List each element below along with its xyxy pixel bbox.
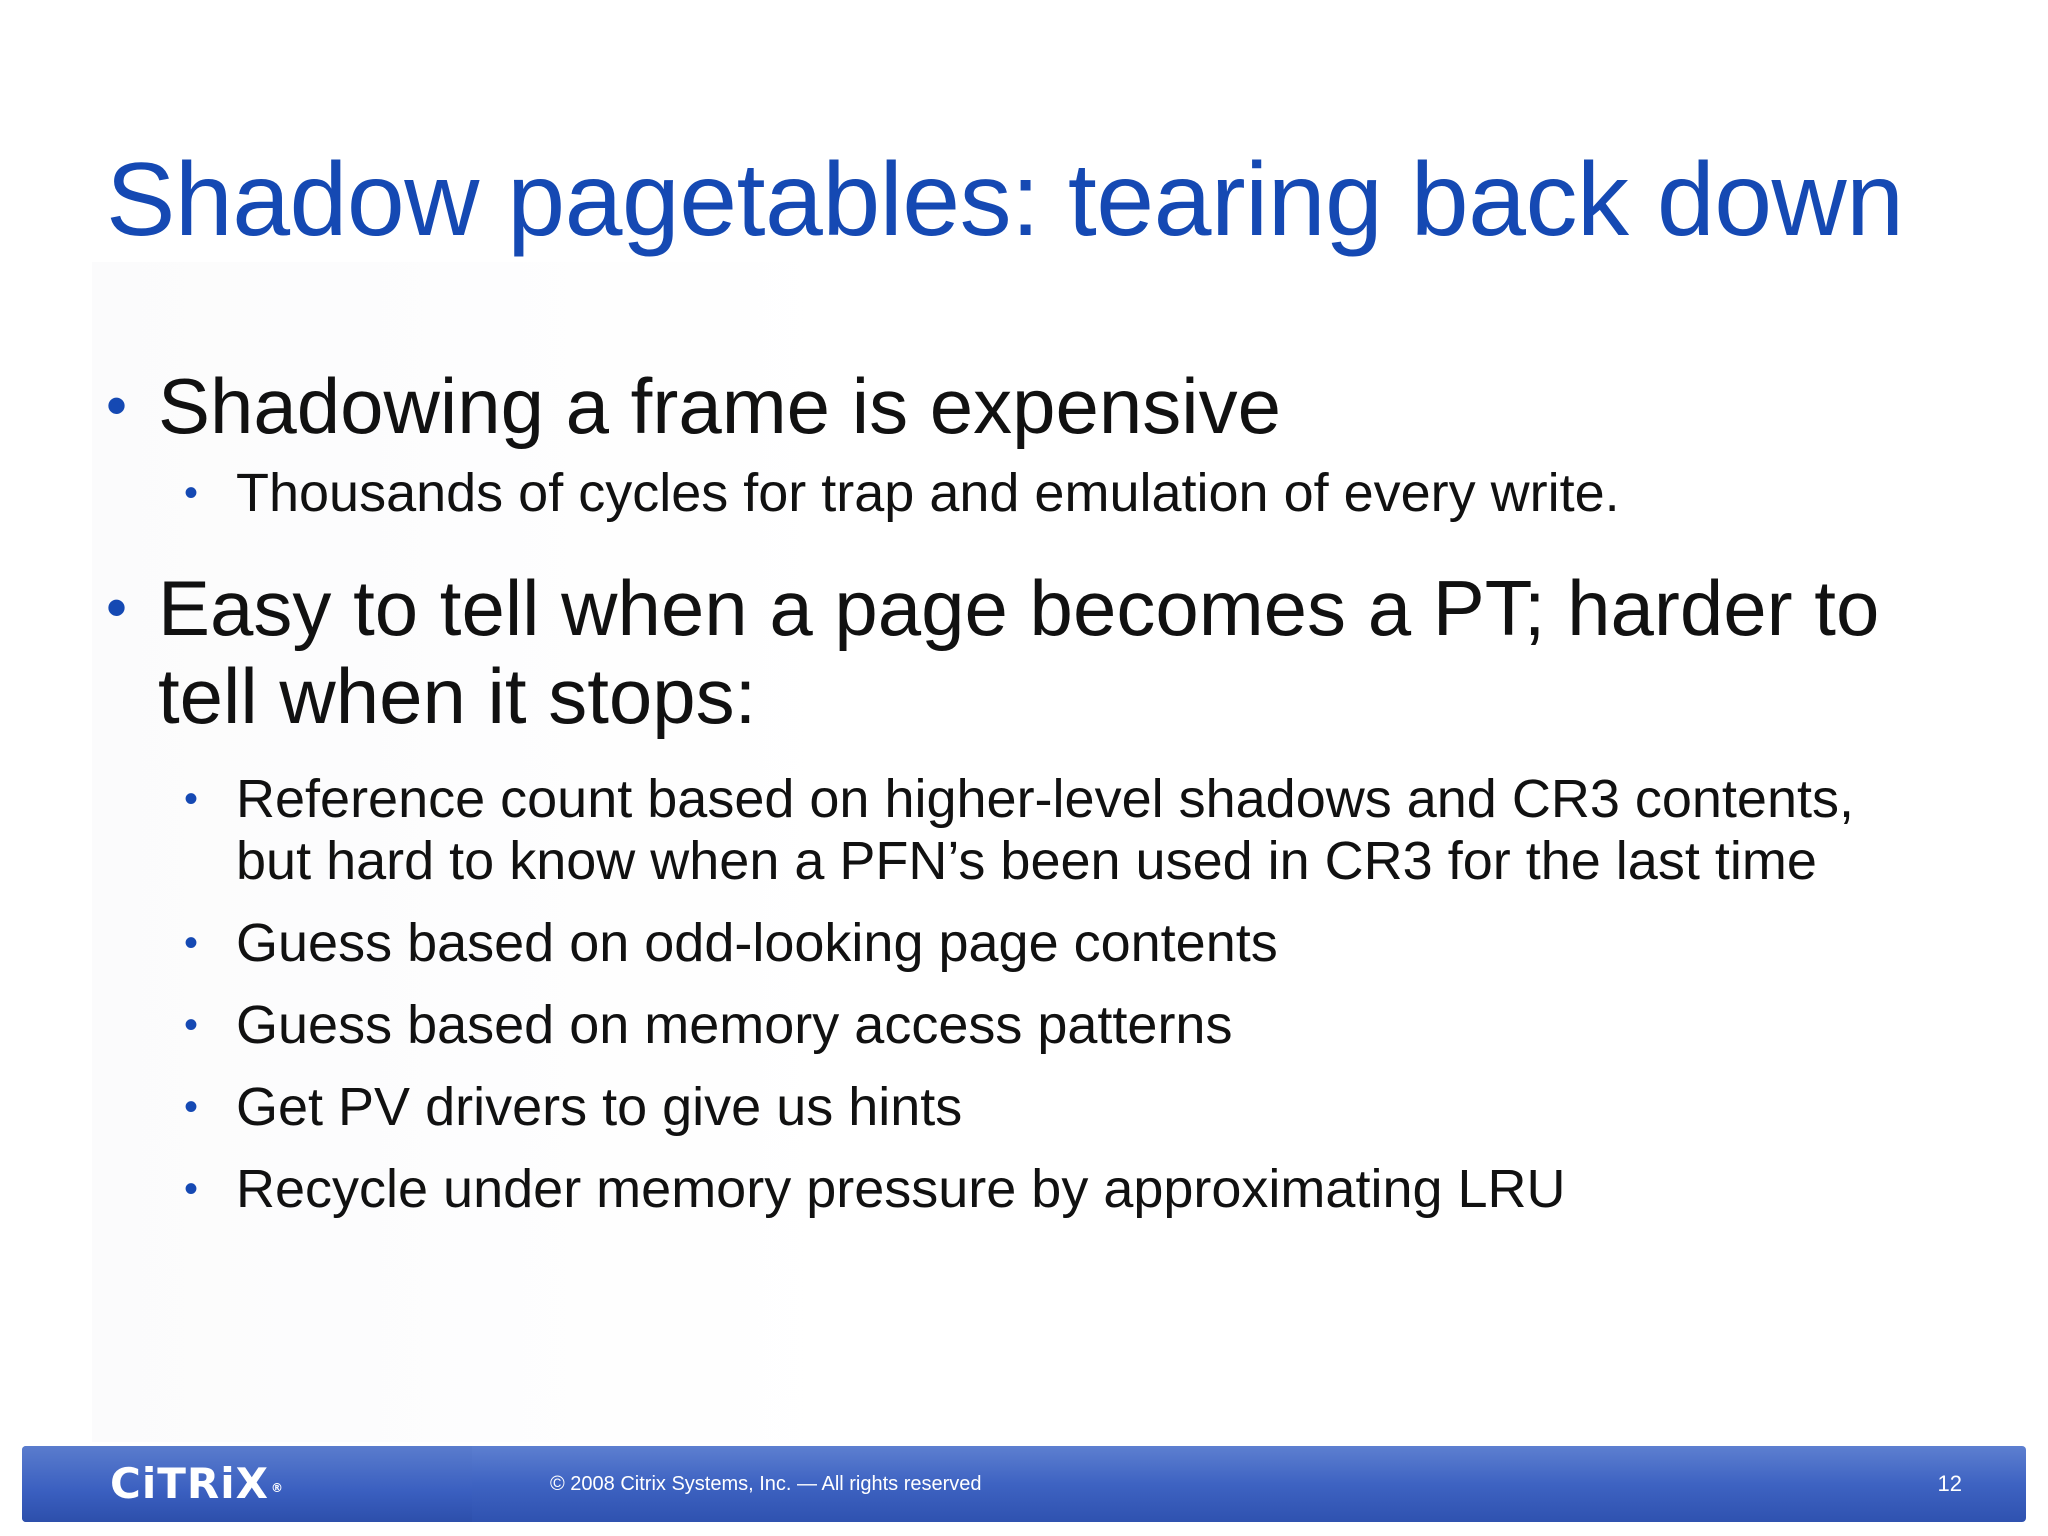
sub-bullet-item — [106, 1076, 1986, 1138]
bullet-icon: • — [106, 372, 128, 439]
bullet-item-1 — [106, 362, 1986, 450]
spacer — [106, 892, 1986, 912]
sub-bullet-icon: • — [184, 1085, 199, 1129]
sub-bullet-list-1 — [106, 462, 1986, 524]
sub-bullet-icon: • — [184, 471, 199, 515]
sub-bullet-item — [106, 462, 1986, 524]
bullet-list — [106, 362, 1986, 1220]
sub-bullet-item — [106, 768, 1986, 892]
footer-bar — [22, 1446, 2026, 1522]
spacer — [106, 1138, 1986, 1158]
bullet-item-2 — [106, 564, 1986, 740]
sub-bullet-item — [106, 912, 1986, 974]
registered-mark: ® — [271, 1481, 284, 1495]
bullet-icon: • — [106, 574, 128, 641]
spacer — [106, 974, 1986, 994]
sub-list-container — [106, 768, 1986, 1220]
sub-bullet-item — [106, 1158, 1986, 1220]
spacer — [106, 524, 1986, 564]
page-number: 12 — [1937, 1471, 1962, 1496]
sub-bullet-icon: • — [184, 1167, 199, 1211]
bullet-text: Shadowing a frame is expensive — [158, 362, 1281, 450]
spacer — [106, 1056, 1986, 1076]
spacer — [106, 450, 1986, 462]
sub-bullet-item — [106, 994, 1986, 1056]
sub-bullet-icon: • — [184, 1003, 199, 1047]
slide-title: Shadow pagetables: tearing back down — [106, 142, 1904, 258]
sub-bullet-list-2 — [106, 768, 1986, 1220]
sub-bullet-text: Thousands of cycles for trap and emulation of every write. — [236, 463, 1620, 523]
bullet-text-line-1: Easy to tell when a page becomes a PT; harder to — [158, 564, 1880, 652]
sub-bullet-icon: • — [184, 777, 199, 821]
bullet-text-line-2: tell when it stops: — [158, 652, 757, 740]
footer-copyright: © 2008 Citrix Systems, Inc. — All rights reserved — [550, 1473, 982, 1495]
sub-bullet-text-line-1: Reference count based on higher-level shadows and CR3 contents, — [236, 769, 1854, 829]
sub-bullet-text: Recycle under memory pressure by approximating LRU — [236, 1159, 1566, 1219]
sub-bullet-text: Get PV drivers to give us hints — [236, 1077, 963, 1137]
sub-list-container — [106, 462, 1986, 524]
sub-bullet-icon: • — [184, 921, 199, 965]
sub-bullet-text: Guess based on odd-looking page contents — [236, 913, 1278, 973]
spacer — [106, 740, 1986, 768]
sub-bullet-text: Guess based on memory access patterns — [236, 995, 1233, 1055]
sub-bullet-text-line-2: but hard to know when a PFN’s been used in CR3 for the last time — [236, 831, 1817, 891]
citrix-logo — [110, 1460, 284, 1508]
logo-text: CiTRiX — [110, 1459, 269, 1508]
